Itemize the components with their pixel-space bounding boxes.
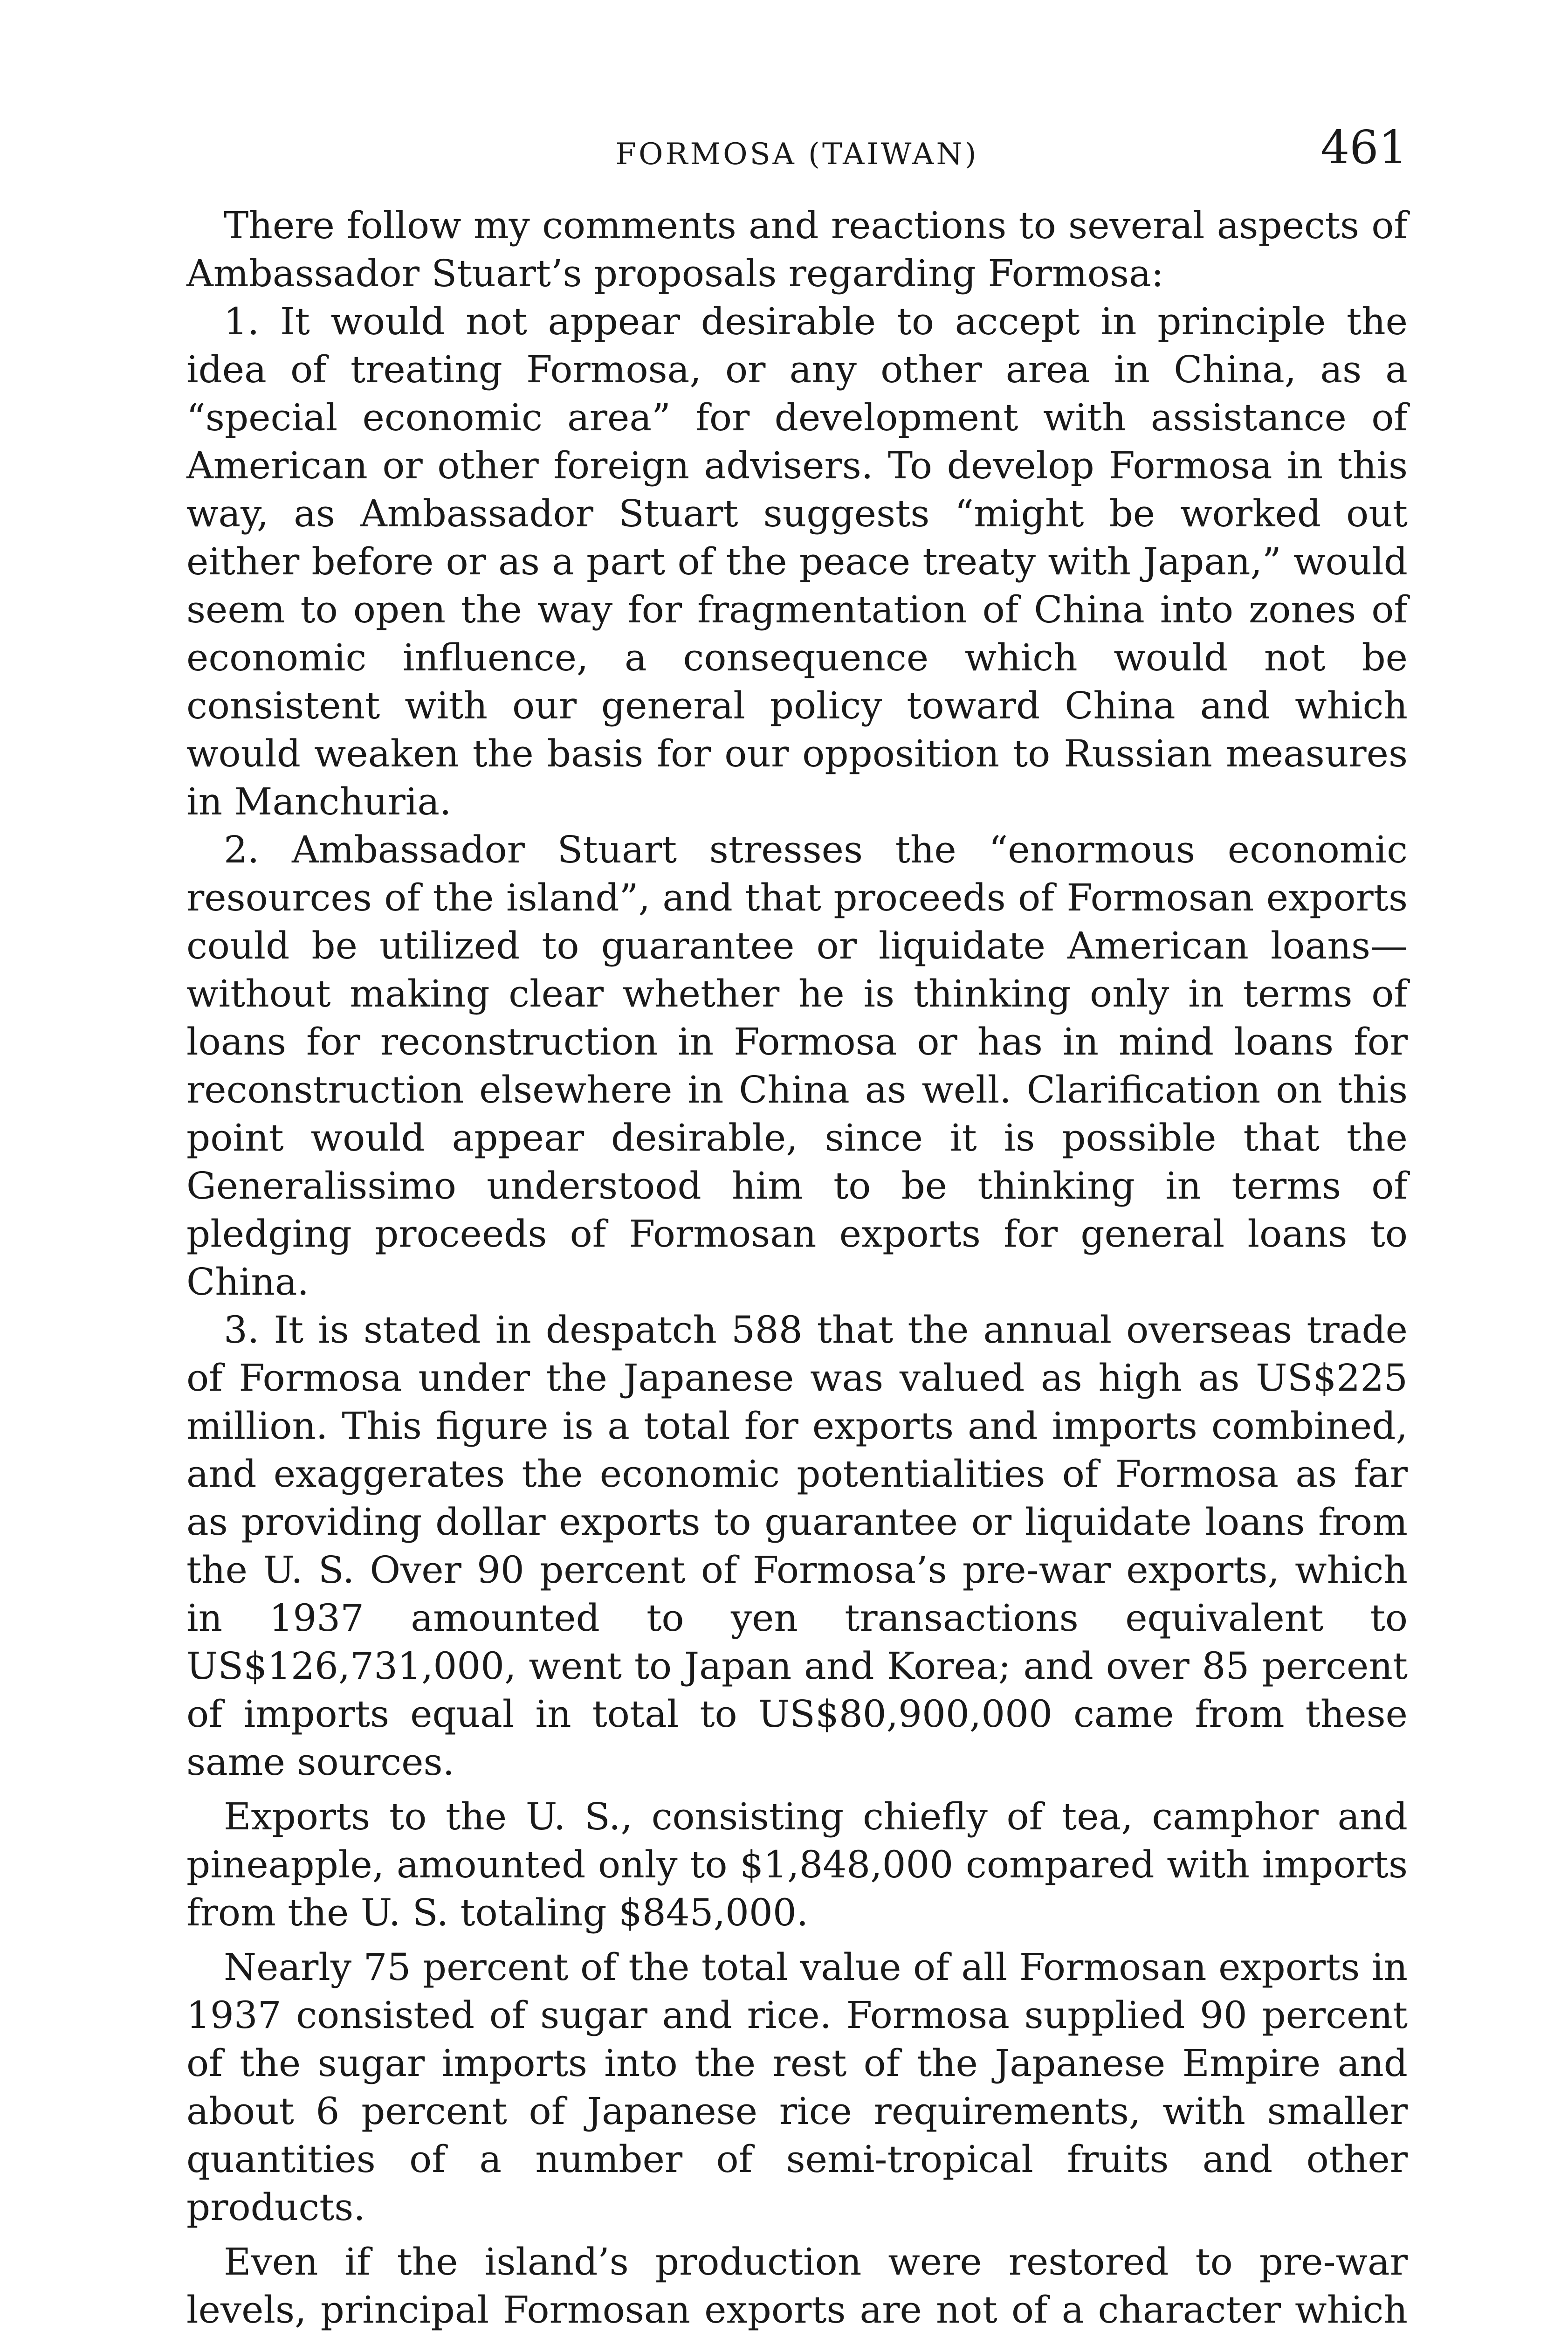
paragraph-sugar-rice: Nearly 75 percent of the total value of all Formosan exports in 1937 consisted of sugar and rice. Formosa supplied 90 percent of the sugar imports into the rest of the Japanese Empire and about 6 percent of Japanese rice requirements, with smaller quantities of a number of semi-tropical fruits and other products.: [186, 1945, 1408, 2229]
body-text: [186, 201, 1408, 2331]
paragraph-exports-outlook: Even if the island’s production were restored to pre-war levels, principal Formosan exports are not of a character which: [186, 2240, 1408, 2331]
running-header: [186, 117, 1408, 186]
paragraph-point-1: 1. It would not appear desirable to accept in principle the idea of treating Formosa, or any other area in China, as a “special economic area” for development with assistance of American or other foreign advisers. To develop Formosa in this way, as Ambassador Stuart suggests “might be worked out either before or as a part of the peace treaty with Japan,” would seem to open the way for fragmentation of China into zones of economic influence, a consequence which would not be consistent with our general policy toward China and which would weaken the basis for our opposition to Russian measures in Manchuria.: [186, 300, 1408, 823]
paragraph-point-3: 3. It is stated in despatch 588 that the annual overseas trade of Formosa under the Japanese was valued as high as US$225 million. This figure is a total for exports and imports combined, and exaggerates the economic potentialities of Formosa as far as providing dollar exports to guarantee or liquidate loans from the U. S. Over 90 percent of Formosa’s pre-war exports, which in 1937 amounted to yen transactions equivalent to US$126,731,000, went to Japan and Korea; and over 85 percent of imports equal in total to US$80,900,000 came from these same sources.: [186, 1308, 1408, 1784]
page-number: 461: [1320, 121, 1408, 174]
paragraph-us-trade: Exports to the U. S., consisting chiefly of tea, camphor and pineapple, amounted only to $1,848,000 compared with imports from the U. S. totaling $845,000.: [186, 1795, 1408, 1934]
paragraph-intro: There follow my comments and reactions to several aspects of Ambassador Stuart’s proposals regarding Formosa:: [186, 204, 1408, 295]
running-title: FORMOSA (TAIWAN): [615, 137, 979, 172]
paragraph-point-2: 2. Ambassador Stuart stresses the “enormous economic resources of the island”, and that proceeds of Formosan exports could be utilized to guarantee or liquidate American loans—without making clear whether he is thinking only in terms of loans for reconstruction in Formosa or has in mind loans for reconstruction elsewhere in China as well. Clarification on this point would appear desirable, since it is possible that the Generalissimo understood him to be thinking in terms of pledging proceeds of Formosan exports for general loans to China.: [186, 828, 1408, 1303]
